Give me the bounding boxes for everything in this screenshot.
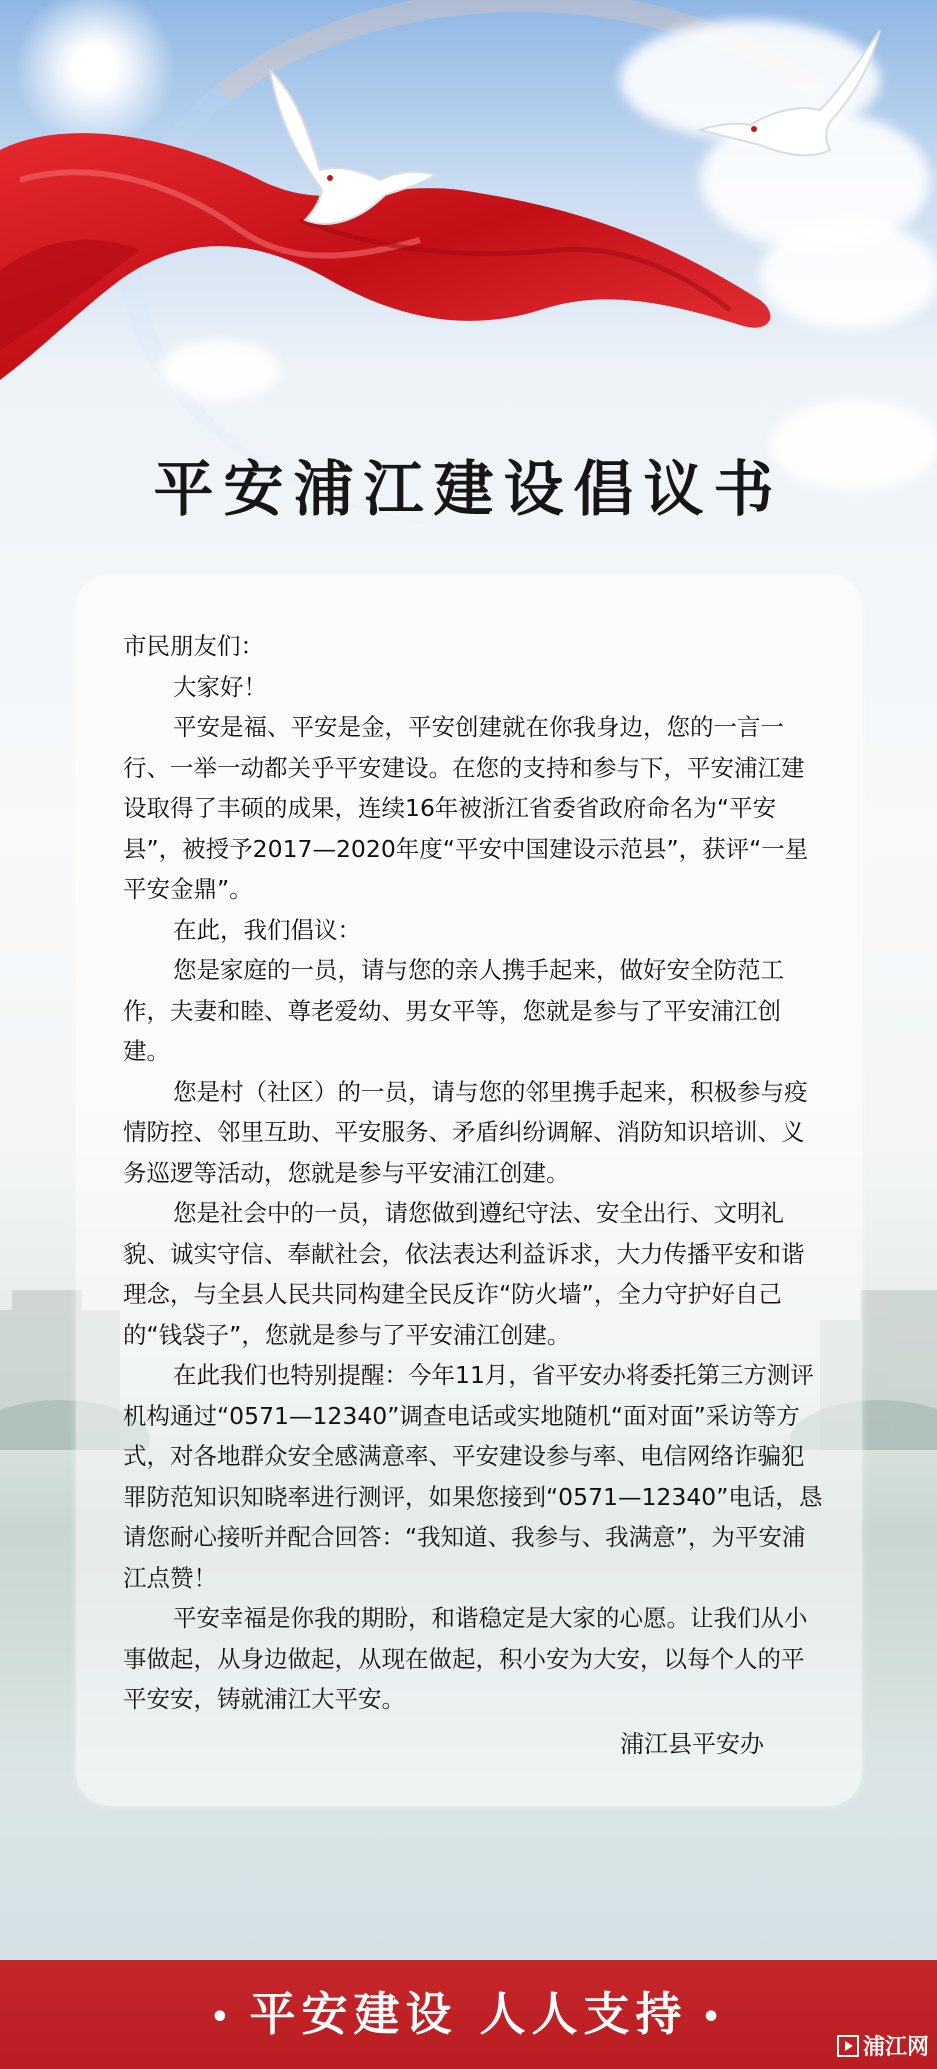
dove-icon	[690, 30, 890, 170]
watermark	[837, 2030, 929, 2061]
paragraph: 平安是福、平安是金，平安创建就在你我身边，您的一言一行、一举一动都关乎平安建设。在您的支持和参与下，平安浦江建设取得了丰硕的成果，连续16年被浙江省委省政府命名为“平安县”，被授予2017—2020年度“平安中国建设示范县”，获评“一星平安金鼎”。	[123, 713, 809, 903]
paragraph: 在此，我们倡议：	[173, 915, 361, 944]
paragraph: 您是社会中的一员，请您做到遵纪守法、安全出行、文明礼貌、诚实守信、奉献社会，依法表达利益诉求，大力传播平安和谐理念，与全县人民共同构建全民反诈“防火墙”，全力守护好自己的“钱袋子”，您就是参与了平安浦江创建。	[123, 1199, 805, 1349]
play-logo-icon	[837, 2035, 859, 2057]
bullet-dot: •	[701, 2000, 727, 2035]
paragraph: 在此我们也特别提醒：今年11月，省平安办将委托第三方测评机构通过“0571—12340”调查电话或实地随机“面对面”采访等方式，对各地群众安全感满意率、平安建设参与率、电信网络诈骗犯罪防范知识知晓率进行测评，如果您接到“0571—12340”电话，恳请您耐心接听并配合回答：“我知道、我参与、我满意”，为平安浦江点赞！	[123, 1361, 823, 1592]
salutation: 市民朋友们：	[123, 632, 264, 660]
paragraph: 您是村（社区）的一员，请与您的邻里携手起来，积极参与疫情防控、邻里互助、平安服务、矛盾纠纷调解、消防知识培训、义务巡逻等活动，您就是参与平安浦江创建。	[123, 1077, 808, 1187]
cloud	[760, 220, 937, 330]
signature: 浦江县平安办	[620, 1730, 764, 1758]
greeting: 大家好！	[173, 672, 267, 701]
dove-icon	[250, 70, 440, 230]
footer-slogan	[0, 1978, 937, 2044]
watermark-text: 浦江网	[862, 2035, 929, 2060]
page-title: 平安浦江建设倡议书	[153, 455, 784, 525]
bullet-dot: •	[210, 2000, 236, 2035]
slogan-text: 平安建设 人人支持	[249, 1987, 688, 2041]
letter-body	[123, 626, 823, 1720]
paragraph: 您是家庭的一员，请与您的亲人携手起来，做好安全防范工作，夫妻和睦、尊老爱幼、男女平等，您就是参与了平安浦江创建。	[123, 956, 784, 1065]
paragraph: 平安幸福是你我的期盼，和谐稳定是大家的心愿。让我们从小事做起，从身边做起，从现在做起，积小安为大安，以每个人的平平安安，铸就浦江大平安。	[123, 1604, 808, 1713]
